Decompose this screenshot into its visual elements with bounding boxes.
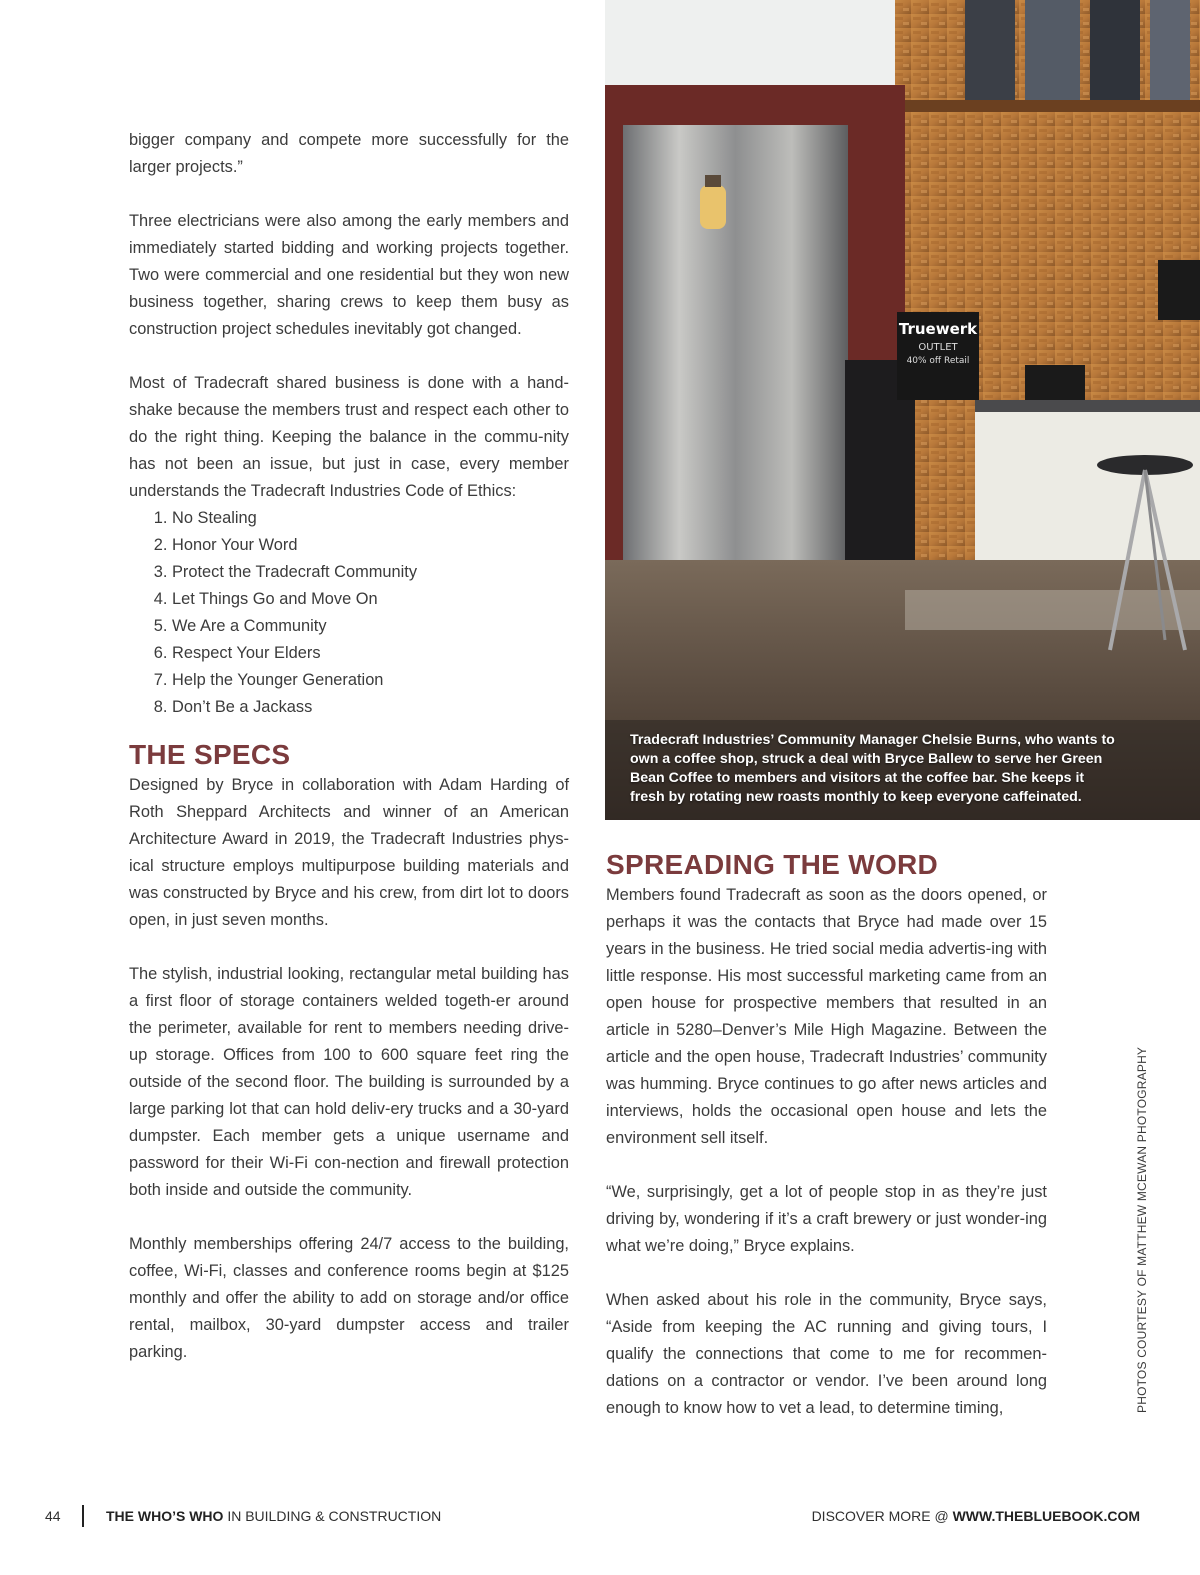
paragraph: Monthly memberships offering 24/7 access to the building, coffee, Wi-Fi, classes and conference rooms begin at $125 monthly and offer the ability to add on storage and/or office rental, mailbox, 30-yard dumpster access and trailer parking. <box>129 1235 569 1361</box>
paragraph: Designed by Bryce in collaboration with Adam Harding of Roth Sheppard Architects and winner of an American Architecture Award in 2019, the Tradecraft Industries phys-ical structure employs multipurpose building materials and was constructed by Bryce and his crew, from dirt lot to doors open, in just seven months. <box>129 776 569 929</box>
code-of-ethics-list <box>129 505 569 721</box>
discover-label: DISCOVER MORE @ <box>811 1508 953 1524</box>
paragraph: The stylish, industrial looking, rectangular metal building has a first floor of storage containers welded togeth-er around the perimeter, available for rent to members needing drive-up storage. Offices from 100 to 600 square feet ring the outside of the second floor. The building is surrounded by a large parking lot that can hold deliv-ery trucks and a 30-yard dumpster. Each member gets a unique username and password for their Wi-Fi con-nection and firewall protection both inside and outside the community. <box>129 965 569 1199</box>
sign-brand-text: Truewerk <box>898 320 978 338</box>
paragraph: When asked about his role in the community, Bryce says, “Aside from keeping the AC running and giving tours, I qualify the connections that come to me for recommen-dations on a contractor or vendor. I’ve been around long enough to know how to vet a lead, to determine timing, <box>606 1291 1047 1417</box>
publication-name <box>106 1508 441 1524</box>
paragraph: Most of Tradecraft shared business is done with a hand-shake because the members trust and respect each other to do the right thing. Keeping the balance in the commu-nity has not been an issue, but just in case, every member understands the Tradecraft Industries Code of Ethics: <box>129 374 569 500</box>
sign-line-2: 40% off Retail <box>906 356 970 366</box>
list-item: 1. No Stealing <box>172 505 569 532</box>
discover-more <box>812 1508 1140 1524</box>
paragraph: “We, surprisingly, get a lot of people stop in as they’re just driving by, wondering if it’s a craft brewery or just wonder-ing what we’re doing,” Bryce explains. <box>606 1183 1047 1255</box>
list-item: 7. Help the Younger Generation <box>172 667 569 694</box>
left-column <box>129 127 569 1393</box>
section-heading-spreading-the-word: SPREADING THE WORD <box>606 849 939 880</box>
sign-line-1: OUTLET <box>918 342 958 353</box>
photo-credit: PHOTOS COURTESY OF MATTHEW MCEWAN PHOTOGRAPHY <box>1135 1046 1149 1413</box>
page-footer <box>0 1500 1200 1534</box>
photo-illustration <box>605 0 1200 820</box>
paragraph: Members found Tradecraft as soon as the doors opened, or perhaps it was the contacts that Bryce had made over 15 years in the business. He tried social media advertis-ing with little response. His most successful marketing came from an open house for prospective members that resulted in an article in 5280–Denver’s Mile High Magazine. Between the article and the open house, Tradecraft Industries’ community was humming. Bryce continues to go after news articles and interviews, holds the occasional open house and lets the environment sell itself. <box>606 886 1047 1147</box>
list-item: 5. We Are a Community <box>172 613 569 640</box>
paragraph: bigger company and compete more successfully for the larger projects.” <box>129 131 569 176</box>
list-item: 2. Honor Your Word <box>172 532 569 559</box>
right-column <box>606 848 1047 1449</box>
publication-name-rest: IN BUILDING & CONSTRUCTION <box>223 1508 442 1524</box>
photo-caption: Tradecraft Industries’ Community Manager Chelsie Burns, who wants to own a coffee shop, struck a deal with Bryce Ballew to serve her Green Bean Coffee to members and visitors at the coffee bar. She keeps it fresh by rotating new roasts monthly to keep everyone caffeinated. <box>630 732 1115 805</box>
coffee-bar-photo <box>605 0 1200 820</box>
list-item: 8. Don’t Be a Jackass <box>172 694 569 721</box>
list-item: 4. Let Things Go and Move On <box>172 586 569 613</box>
paragraph: Three electricians were also among the early members and immediately started bidding and working projects together. Two were commercial and one residential but they won new business together, sharing crews to keep them busy as construction project schedules inevitably got changed. <box>129 212 569 338</box>
list-item: 6. Respect Your Elders <box>172 640 569 667</box>
list-item: 3. Protect the Tradecraft Community <box>172 559 569 586</box>
footer-divider <box>82 1505 84 1527</box>
page-number: 44 <box>45 1508 61 1524</box>
publication-name-bold: THE WHO’S WHO <box>106 1508 224 1524</box>
website-link[interactable]: WWW.THEBLUEBOOK.COM <box>952 1508 1140 1524</box>
section-heading-specs: THE SPECS <box>129 739 291 770</box>
